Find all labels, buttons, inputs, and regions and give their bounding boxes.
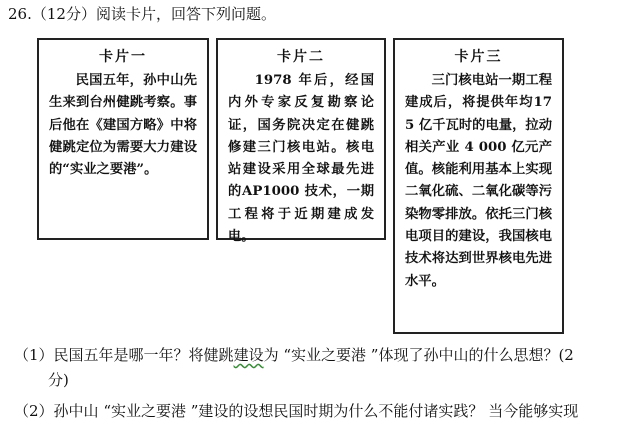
question-1-text-after: 为 “实业之要港 ”体现了孙中山的什么思想？(2 xyxy=(263,346,574,364)
card-2-title: 卡片二 xyxy=(277,49,325,65)
card-1 xyxy=(37,38,209,240)
card-1-body: 民国五年，孙中山先生来到台州健跳考察。事后他在《建国方略》中将健跳定位为需要大力建设的“实业之要港”。 xyxy=(49,73,197,178)
question-1-label: （1） xyxy=(14,346,54,364)
question-1-continuation: 分) xyxy=(48,371,69,389)
question-2 xyxy=(14,400,578,422)
question-1 xyxy=(14,344,574,366)
card-3 xyxy=(393,38,564,334)
question-1-text-marked: 建设 xyxy=(233,346,264,364)
question-2-text: 孙中山 “实业之要港 ”建设的设想民国时期为什么不能付诸实践？ 当今能够实现 xyxy=(53,402,579,420)
question-instruction: 阅读卡片，回答下列问题。 xyxy=(95,5,276,23)
card-3-title: 卡片三 xyxy=(454,49,503,65)
question-1-text-before: 民国五年是哪一年？将健跳 xyxy=(53,346,234,364)
question-number: 26. xyxy=(8,5,32,23)
card-3-body: 三门核电站一期工程建成后，将提供年均175 亿千瓦时的电量，拉动相关产业 4 000 亿元产值。核能利用基本上实现二氧化硫、二氧化碳等污染物零排放。依托三门核电项目的建设，我国核电技术将达到世界核电先进水平。 xyxy=(405,73,552,289)
card-2-body: 1978 年后，经国内外专家反复勘察论证，国务院决定在健跳修建三门核电站。核电站建设采用全球最先进的AP1000 技术，一期工程将于近期建成发电。 xyxy=(228,73,374,245)
question-score: （12分） xyxy=(31,5,96,23)
card-1-title: 卡片一 xyxy=(99,49,147,65)
card-2 xyxy=(216,38,386,245)
question-2-label: （2） xyxy=(14,402,54,420)
question-header xyxy=(8,4,276,24)
